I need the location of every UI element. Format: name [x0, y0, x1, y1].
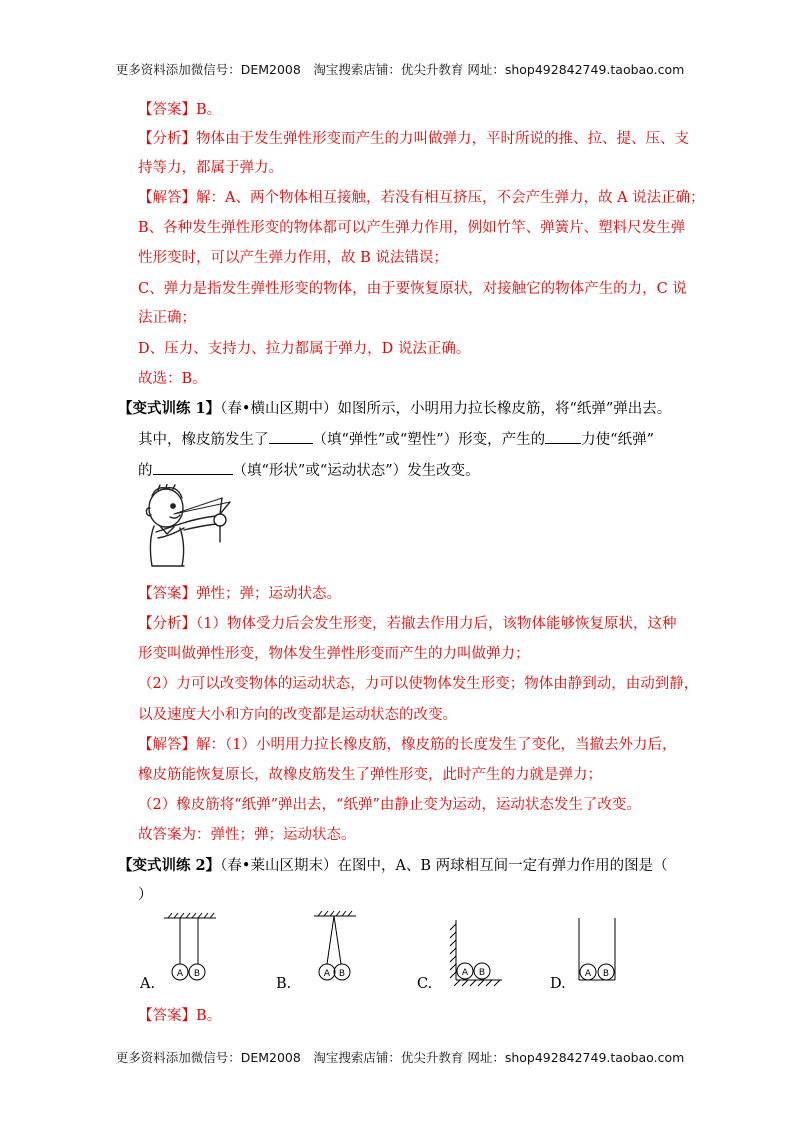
- figure-a-ball-a: A: [176, 969, 184, 979]
- prev-solution-2: B、各种发生弹性形变的物体都可以产生弹力作用，例如竹竿、弹簧片、塑料尺发生弹: [138, 220, 686, 236]
- figure-b: [310, 908, 360, 986]
- q1-stem-line-1: [118, 399, 671, 419]
- page-header: 更多资料添加微信号：DEM2008 淘宝搜索店铺：优尖升教育 网址：shop492842749.taobao.com: [115, 62, 685, 77]
- option-a-label[interactable]: A.: [140, 976, 156, 992]
- prev-analysis-1: 【分析】物体由于发生弹性形变而产生的力叫做弹力，平时所说的推、拉、提、压、支: [138, 131, 689, 147]
- prev-analysis-2: 持等力，都属于弹力。: [138, 160, 283, 176]
- figure-a: [160, 910, 220, 986]
- q1-stem-3b: （填“形状”或“运动状态”）发生改变。: [232, 463, 480, 479]
- q1-stem-2b: （填“弹性”或“塑性”）形变，产生的: [312, 432, 546, 448]
- q2-stem-1: （春•莱山区期末）在图中，A、B 两球相互间一定有弹力作用的图是（: [220, 858, 668, 874]
- figure-c: [446, 918, 506, 994]
- q1-tag: 【变式训练 1】: [118, 400, 221, 417]
- q1-stem-2a: 其中，橡皮筋发生了: [138, 432, 269, 448]
- prev-solution-4: C、弹力是指发生弹性形变的物体，由于要恢复原状，对接触它的物体产生的力，C 说: [138, 281, 687, 297]
- figure-b-ball-b: B: [338, 969, 346, 979]
- slingshot-boy-illustration: [140, 484, 232, 570]
- option-c-label[interactable]: C.: [417, 976, 433, 992]
- prev-solution-5: 法正确；: [138, 310, 196, 326]
- q1-analysis-2: 形变叫做弹性形变，物体发生弹性形变而产生的力叫做弹力；: [138, 646, 530, 662]
- q1-stem-1: （春•横山区期中）如图所示，小明用力拉长橡皮筋，将“纸弹”弹出去。: [220, 401, 672, 417]
- option-d-label[interactable]: D.: [550, 976, 566, 992]
- option-b-label[interactable]: B.: [276, 976, 292, 992]
- prev-choose: 故选：B。: [138, 371, 207, 387]
- q1-analysis-4: 以及速度大小和方向的改变都是运动状态的改变。: [138, 707, 457, 723]
- q1-blank-1[interactable]: [269, 429, 313, 444]
- q1-solution-2: 橡皮筋能恢复原长，故橡皮筋发生了弹性形变，此时产生的力就是弹力；: [138, 767, 602, 783]
- q1-stem-3a: 的: [138, 463, 153, 479]
- q1-stem-line-2: [138, 429, 654, 450]
- figure-a-ball-b: B: [193, 969, 201, 979]
- q1-solution-3: （2）橡皮筋将“纸弹”弹出去，“纸弹”由静止变为运动，运动状态发生了改变。: [138, 797, 641, 813]
- figure-d-ball-b: B: [602, 969, 610, 979]
- q1-blank-2[interactable]: [545, 429, 581, 444]
- q1-stem-2c: 力使“纸弹”: [581, 432, 654, 448]
- figure-b-ball-a: A: [323, 969, 331, 979]
- figure-d-ball-a: A: [584, 969, 592, 979]
- prev-solution-3: 性形变时，可以产生弹力作用，故 B 说法错误；: [138, 250, 448, 266]
- figure-c-ball-a: A: [461, 968, 469, 978]
- q2-answer: 【答案】B。: [138, 1008, 222, 1024]
- q1-stem-line-3: [138, 460, 480, 481]
- q1-final: 故答案为：弹性；弹；运动状态。: [138, 827, 356, 843]
- q1-analysis-1: 【分析】（1）物体受力后会发生形变，若撤去作用力后，该物体能够恢复原状，这种: [138, 616, 677, 632]
- q2-tag: 【变式训练 2】: [118, 857, 221, 874]
- q1-answer: 【答案】弹性；弹；运动状态。: [138, 586, 341, 602]
- prev-solution-1: 【解答】解：A、两个物体相互接触，若没有相互挤压，不会产生弹力，故 A 说法正确；: [138, 190, 705, 206]
- figure-d: [575, 914, 621, 990]
- q2-stem-2: ）: [138, 887, 153, 903]
- page-footer: 更多资料添加微信号：DEM2008 淘宝搜索店铺：优尖升教育 网址：shop492842749.taobao.com: [115, 1050, 685, 1065]
- figure-c-ball-b: B: [478, 968, 486, 978]
- q2-stem-line-1: [118, 856, 668, 876]
- prev-answer: 【答案】B。: [138, 102, 222, 118]
- prev-solution-6: D、压力、支持力、拉力都属于弹力，D 说法正确。: [138, 341, 471, 357]
- q1-blank-3[interactable]: [153, 460, 233, 475]
- q1-analysis-3: （2）力可以改变物体的运动状态，力可以使物体发生形变；物体由静到动，由动到静，: [138, 676, 699, 692]
- q1-solution-1: 【解答】解：（1）小明用力拉长橡皮筋，橡皮筋的长度发生了变化，当撤去外力后，: [138, 737, 677, 753]
